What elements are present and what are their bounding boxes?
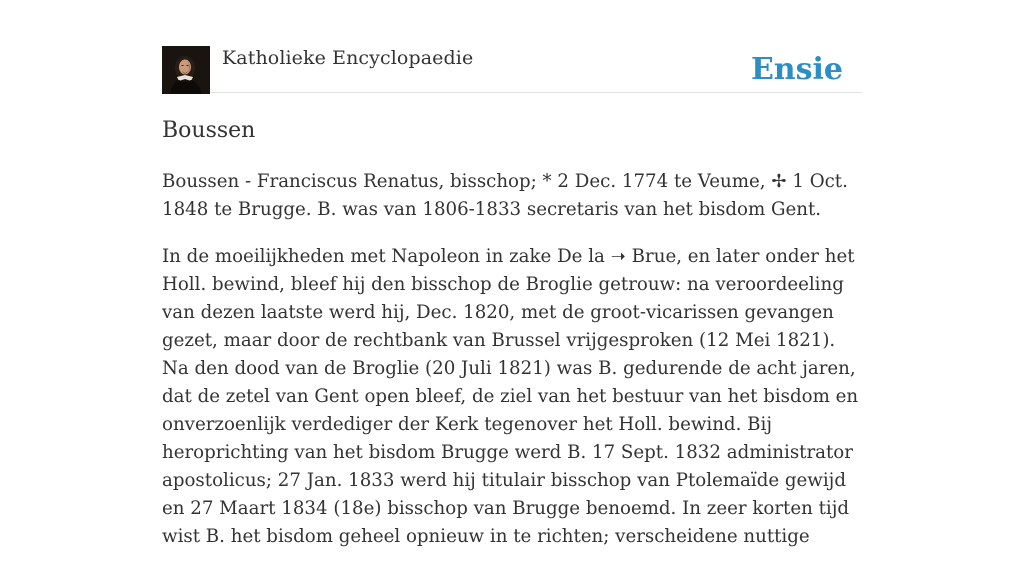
brand-logo[interactable]: Ensie	[750, 52, 843, 87]
article-body	[162, 168, 862, 570]
page	[162, 0, 862, 547]
article-title: Boussen	[162, 118, 256, 143]
site-header	[162, 46, 862, 93]
article-paragraph: Boussen - Franciscus Renatus, bisschop; * 2 Dec. 1774 te Veume, ✢ 1 Oct. 1848 te Brugge. B. was van 1806-1833 secretaris van het bisdom Gent.	[162, 171, 848, 220]
portrait-avatar-icon[interactable]	[162, 46, 210, 94]
article-paragraph: In de moeilijkheden met Napoleon in zake De la ➝ Brue, en later onder het Holl. bewind, bleef hij den bisschop de Broglie getrouw: na veroordeeling van dezen laatste werd hij, Dec. 1820, met de groot-vicarissen gevangen gezet, maar door de rechtbank van Brussel vrijgesproken (12 Mei 1821). Na den dood van de Broglie (20 Juli 1821) was B. gedurende de acht jaren, dat de zetel van Gent open bleef, de ziel van het bestuur van het bisdom en onverzoenlijk verdediger der Kerk tegenover het Holl. bewind. Bij heroprichting van het bisdom Brugge werd B. 17 Sept. 1832 administrator apostolicus; 27 Jan. 1833 werd hij titulair bisschop van Ptolemaïde gewijd en 27 Maart 1834 (18e) bisschop van Brugge benoemd. In zeer korten tijd wist B. het bisdom geheel opnieuw in te richten; verscheidene nuttige	[162, 246, 859, 547]
site-name[interactable]: Katholieke Encyclopaedie	[222, 47, 474, 69]
